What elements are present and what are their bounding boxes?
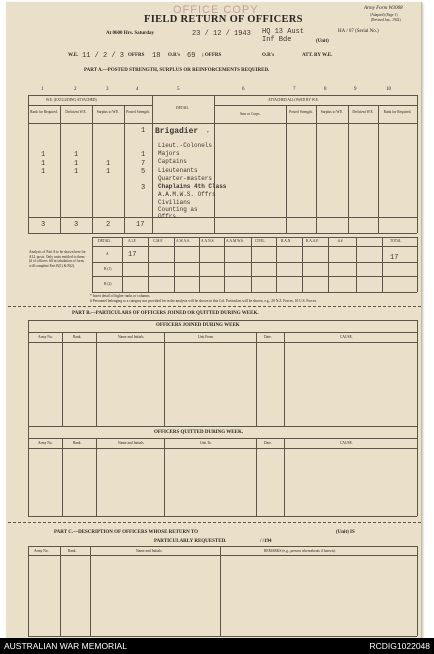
part-c-header: Name and Initials. [136, 549, 163, 553]
footer-institution: AUSTRALIAN WAR MEMORIAL [4, 641, 127, 651]
list-item: Lieutenants [158, 166, 198, 174]
form-ref-line1: Army Form W3008 [364, 6, 403, 11]
col-number: 7 [293, 87, 296, 92]
att-by-we-label: ATT. BY W.E. [302, 53, 333, 58]
part-c-date: / /194 [260, 539, 272, 544]
part-c-requested: PARTICULARLY REQUESTED. [154, 539, 227, 544]
dist-row-label: B (1) [104, 267, 112, 271]
quitted-header: Army No. [38, 441, 53, 445]
dist-header: CIVIL. [255, 239, 266, 243]
total-posted: 17 [136, 221, 145, 229]
we-excluding-header: W.E. (EXCLUDING ATTACHED) [46, 98, 97, 102]
list-item: Lieut.-Colonels [158, 142, 213, 149]
total-rank-required: 3 [41, 221, 46, 229]
joined-header: CAUSE. [340, 335, 353, 339]
total-deficient: 3 [74, 221, 79, 229]
offrs-label: OFFRS [128, 53, 145, 58]
dist-header: R.A.A.F. [306, 239, 319, 243]
serial-number: HA / 67 (Serial No.) [338, 29, 379, 34]
table-cell: 1 [74, 168, 79, 176]
part-c-title: PART C.—DESCRIPTION OF OFFICERS WHOSE RETURN TO [54, 530, 199, 535]
footer-record-id: RCDIG1022048 [369, 641, 430, 651]
quitted-header: Name and Initials. [118, 441, 145, 445]
quitted-title: OFFICERS QUITTED DURING WEEK. [154, 430, 244, 435]
dist-header: TOTAL [390, 239, 402, 243]
joined-header: Army No. [38, 335, 53, 339]
col-number: 1 [41, 87, 44, 92]
header-deficient: Deficient W.E. [65, 110, 87, 114]
header-surplus-att: Surplus to W.E. [320, 110, 344, 114]
detail-list [158, 142, 226, 220]
header-posted-strength: Posted Strength. [126, 110, 150, 114]
joined-header: Date. [264, 335, 272, 339]
header-rank-required-att: Rank for Required. [383, 110, 412, 114]
part-a-title: PART A.—POSTED STRENGTH, SURPLUS OR REINFORCEMENTS REQUIRED. [84, 68, 270, 73]
list-item: Chaplains 4th Class [158, 183, 227, 191]
list-item: Civilians Counting as Offrs. [158, 199, 198, 221]
table-cell: 1 [106, 160, 111, 168]
offrs-att-label: ; OFFRS [202, 53, 222, 58]
dist-header: A.A.M.W.S. [226, 239, 244, 243]
total-surplus: 2 [106, 221, 111, 229]
dist-header: A.A.N.S. [201, 239, 215, 243]
header-posted-strength-att: Posted Strength. [289, 110, 313, 114]
dist-header: R.A.N. [281, 239, 292, 243]
part-b-title: PART B.—PARTICULARS OF OFFICERS JOINED OR QUITTED DURING WEEK. [72, 311, 259, 316]
header-rank-required: Rank for Required. [30, 110, 58, 114]
unit-name: HQ 13 Aust Inf Bde [262, 28, 305, 44]
dist-row-label: B (2) [104, 282, 112, 286]
list-item: Captains [158, 158, 187, 166]
unit-label: (Unit) [316, 39, 329, 44]
part-c-unit-label: (Unit) IS [336, 530, 355, 535]
col-number: 6 [242, 87, 245, 92]
table-cell: 1 [106, 168, 111, 176]
table-cell: 1 [74, 151, 79, 159]
part-c-header: Army No. [34, 549, 49, 553]
list-item: A.A.M.W.S. Offrs [158, 191, 216, 199]
return-date: 23 / 12 / 1943 [192, 30, 251, 38]
dist-total-a: 17 [390, 254, 399, 262]
form-ref-line2: (Adapted) (Page 1) [370, 13, 398, 17]
document-page: OFFICE COPY Army Form W3008 (Adapted) (Page 1) (Revised Jan., 1942) HA / 67 (Serial No.) FIELD RETURN OF OFFICERS At 0600 Hrs. Saturday 23 / 12 / 1943 HQ 13 Aust Inf Bde (Unit) W.E. 11 / 2 / 3 OFFRS 18 O.R's 69 ; OFFRS O.R's ATT. BY W.E. PART A.—POSTED STRENGTH, SURPLUS OR REINFORCEMENTS REQUIRED. 1 2 3 4 5 6 7 8 9 10 W.E. (EXCLUDING ATTACHED) DETAIL ATTACHED ALLOWED BY W.E. Rank for Required. Deficient W.E. Surplus to W.E. Posted Strength. Arm or Corps. Posted Strength. Surplus to W.E. Deficient W.E. Rank for Required. 1 Brigadier , Lieut.-Colonels Majors Captains Lieutenants Quarter-masters Chaplains 4th Class A.A.M.W.S. Offrs Civilians Counting as Offrs. 1 1 1 1 1 1 7 1 1 1 5 3 3 3 2 17 Analysis of Part A to be shown here for ALL posts. Only units entitled to them. (# of officers fill in tabulation of form, will complete Part B(1) & B(2). DETAIL A.I.F. C.M.F. A.W.A.S. A.A.N.S. A.A.M.W.S. CIVIL. R.A.N. R.A.A.F. # # TOTAL A 17 17 B (1) B (2) * Insert detail of higher ranks or columns. # Personnel belonging to a category not provided for in the analysis will be shown in this Col. Particulars will be shown, e.g., 20 N.Z. Forces, 10 U.S. Forces. PART B.—PARTICULARS OF OFFICERS JOINED OR QUITTED DURING WEEK. OFFICERS JOINED DURING WEEK Army No. Rank. Name and Initials. Unit From. Date. CAUSE. OFFICERS QUITTED DURING WEEK. Army No. Rank. Name and Initials. Unit To. Date. CAUSE. PART C.—DESCRIPTION OF OFFICERS WHOSE RETURN TO (Unit) IS PARTICULARLY REQUESTED. / /194 Army No. Rank. Name and Initials. REMARKS (e.g., present whereabouts if known). [6, 2, 422, 638]
dist-row-label: A [106, 252, 109, 256]
we-label: W.E. [68, 53, 79, 58]
table-row: 1 [141, 127, 146, 135]
joined-header: Unit From. [198, 335, 214, 339]
form-title: FIELD RETURN OF OFFICERS [144, 14, 303, 25]
detail-header: DETAIL [176, 106, 189, 110]
table-cell: 1 [41, 151, 46, 159]
header-arm-corps: Arm or Corps. [239, 112, 261, 116]
dist-aif-a: 17 [128, 251, 137, 259]
part-c-header: Rank. [68, 549, 77, 553]
quitted-header: CAUSE. [340, 441, 353, 445]
table-cell: 5 [141, 168, 146, 176]
table-cell: 1 [41, 168, 46, 176]
form-ref-line3: (Revised Jan., 1942) [371, 18, 401, 22]
dist-header: A.W.A.S. [176, 239, 190, 243]
table-cell: 1 [141, 151, 146, 159]
header-deficient-att: Deficient W.E. [352, 110, 374, 114]
table-row: Brigadier [155, 127, 199, 136]
dist-header: DETAIL [98, 239, 111, 243]
table-cell: 7 [141, 160, 146, 168]
dist-header: # # [338, 239, 343, 243]
quitted-header: Date. [264, 441, 272, 445]
ors-label: O.R's [168, 53, 181, 58]
col-number: 3 [106, 87, 109, 92]
quitted-header: Unit To. [200, 441, 212, 445]
col-number: 10 [386, 87, 391, 92]
joined-title: OFFICERS JOINED DURING WEEK [156, 323, 240, 328]
table-cell: 1 [41, 160, 46, 168]
list-item: Majors [158, 150, 180, 158]
col-number: 2 [74, 87, 77, 92]
footnote-1: * Insert detail of higher ranks or columns. [90, 294, 151, 298]
office-copy-stamp: OFFICE COPY [173, 4, 259, 16]
joined-header: Rank. [73, 335, 82, 339]
offrs-value: 18 [152, 52, 161, 60]
archive-footer [0, 638, 434, 654]
attached-allowed-header: ATTACHED ALLOWED BY W.E. [268, 98, 319, 102]
col-number: 5 [177, 87, 180, 92]
dist-header: C.M.F. [153, 239, 163, 243]
ors-att-label: O.R's [262, 53, 275, 58]
footnote-2: # Personnel belonging to a category not provided for in the analysis will be shown in this Col. Particulars will be shown, e.g., 20 N.Z. Forces, 10 U.S. Forces. [90, 299, 317, 303]
col-number: 4 [136, 87, 139, 92]
time-prefix: At 0600 Hrs. Saturday [106, 31, 155, 36]
col-number: 8 [324, 87, 327, 92]
part-c-header: REMARKS (e.g., present whereabouts if known). [264, 549, 336, 553]
header-surplus: Surplus to W.E. [96, 110, 120, 114]
col-number: 9 [354, 87, 357, 92]
distribution-note: Analysis of Part A to be shown here for ALL posts. Only units entitled to them. (# of officers fill in tabulation of form, will complete Part B(1) & B(2). [29, 250, 86, 268]
table-cell: 1 [74, 160, 79, 168]
quitted-header: Rank. [73, 441, 82, 445]
dist-header: A.I.F. [128, 239, 137, 243]
table-cell: 3 [141, 184, 146, 192]
we-value: 11 / 2 / 3 [82, 52, 125, 60]
ors-value: 69 [187, 52, 196, 60]
joined-header: Name and Initials. [118, 335, 145, 339]
list-item: Quarter-masters [158, 174, 213, 182]
